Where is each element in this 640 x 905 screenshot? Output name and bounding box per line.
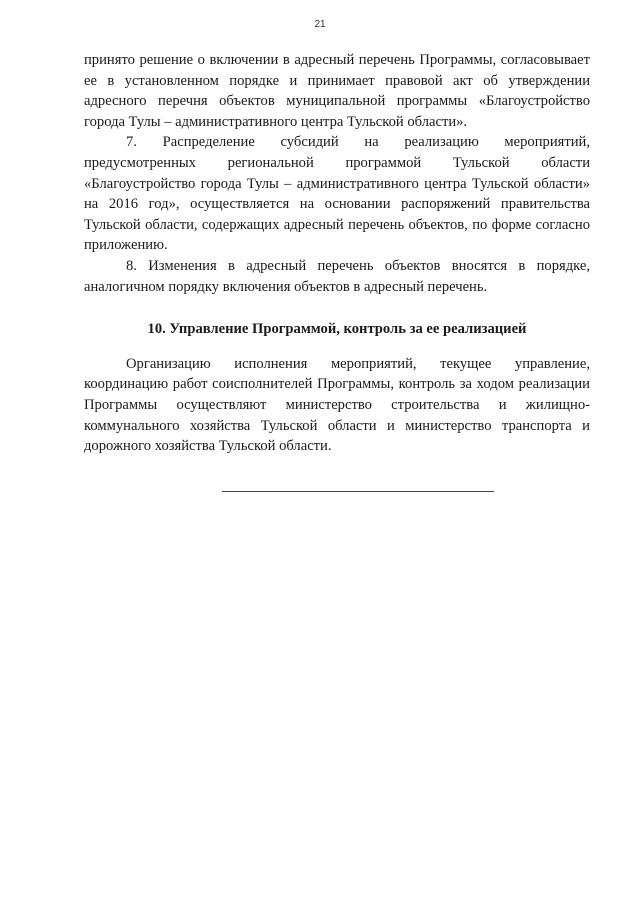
section-heading: 10. Управление Программой, контроль за ее реализацией: [147, 321, 527, 338]
closing-divider: [222, 491, 494, 492]
paragraph-item-8: 8. Изменения в адресный перечень объектов вносятся в порядке, аналогичном порядку включения объектов в адресный перечень.: [84, 257, 590, 295]
paragraph-section-10: Организацию исполнения мероприятий, текущее управление, координацию работ соисполнителей Программы, контроль за ходом реализации Программы осуществляют министерство строительства и жилищно-коммунального хозяйства Тульской области и министерство транспорта и дорожного хозяйства Тульской области.: [84, 355, 590, 455]
paragraph-continuation: принято решение о включении в адресный перечень Программы, согласовывает ее в установленном порядке и принимает правовой акт об утверждении адресного перечня объектов муниципальной программы «Благоустройство города Тулы – административного центра Тульской области».: [84, 52, 590, 130]
paragraph-item-7: 7. Распределение субсидий на реализацию мероприятий, предусмотренных региональной программой Тульской области «Благоустройство города Тулы – административного центра Тульской области» на 2016 год», осуществляется на основании распоряжений правительства Тульской области, содержащих адресный перечень объектов, по форме согласно приложению.: [84, 134, 590, 254]
page-number: 21: [314, 19, 326, 30]
document-body: [84, 50, 590, 457]
